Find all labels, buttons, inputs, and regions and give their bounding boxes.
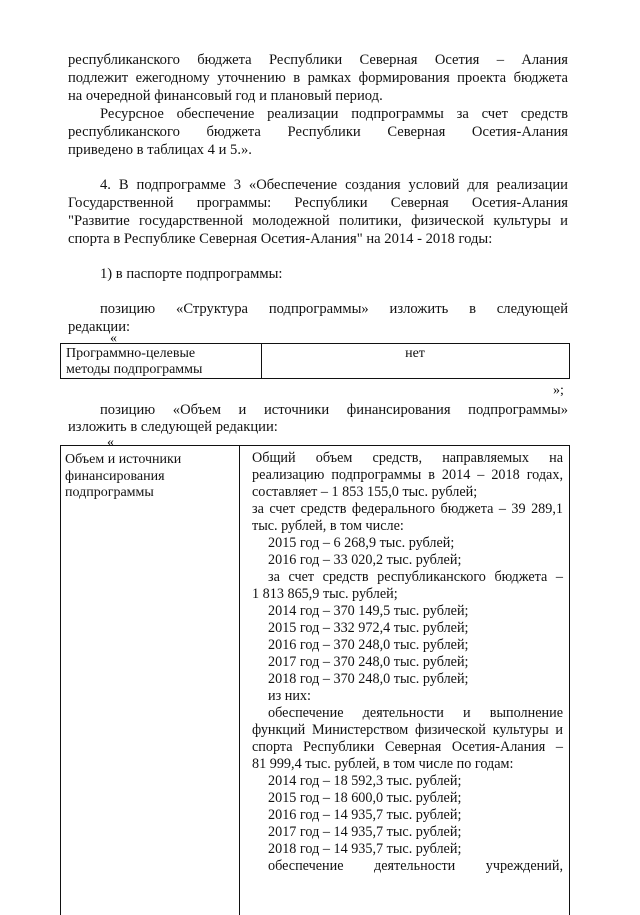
funding-line: 2014 год – 18 592,3 тыс. рублей; bbox=[268, 773, 462, 789]
position1-line: позицию «Структура подпрограммы» изложить в следующей bbox=[100, 301, 568, 317]
funding-line: за счет средств республиканского бюджета – bbox=[268, 569, 563, 585]
funding-line: 1 813 865,9 тыс. рублей; bbox=[252, 586, 398, 602]
point4-line: спорта в Республике Северная Осетия-Алания" на 2014 - 2018 годы: bbox=[68, 231, 493, 247]
point4-line: 4. В подпрограмме 3 «Обеспечение создания условий для реализации bbox=[100, 177, 568, 193]
intro-line: подлежит ежегодному уточнению в рамках формирования проекта бюджета bbox=[68, 70, 568, 86]
funding-line: 2015 год – 332 972,4 тыс. рублей; bbox=[268, 620, 469, 636]
structure-label-line: методы подпрограммы bbox=[66, 362, 203, 377]
funding-label-line: финансирования bbox=[65, 468, 165, 484]
open-quote: « bbox=[107, 435, 114, 450]
funding-line: 2014 год – 370 149,5 тыс. рублей; bbox=[268, 603, 469, 619]
position2-line: позицию «Объем и источники финансирования подпрограммы» bbox=[100, 402, 568, 418]
funding-label-line: Объем и источники bbox=[65, 452, 182, 467]
funding-line: 2016 год – 14 935,7 тыс. рублей; bbox=[268, 807, 462, 823]
funding-line: 2017 год – 14 935,7 тыс. рублей; bbox=[268, 824, 462, 840]
funding-line: составляет – 1 853 155,0 тыс. рублей; bbox=[252, 484, 478, 500]
position2-line: изложить в следующей редакции: bbox=[68, 419, 278, 435]
intro-line: приведено в таблицах 4 и 5.». bbox=[68, 142, 252, 158]
intro-line: Ресурсное обеспечение реализации подпрограммы за счет средств bbox=[100, 106, 568, 122]
open-quote: « bbox=[110, 331, 117, 346]
funding-label bbox=[65, 452, 181, 502]
intro-line: на очередной финансовый год и плановый период. bbox=[68, 88, 383, 104]
funding-label-line: подпрограммы bbox=[65, 485, 154, 500]
funding-line: функций Министерством физической культуры и bbox=[252, 722, 563, 738]
subitem-1: 1) в паспорте подпрограммы: bbox=[100, 266, 283, 282]
structure-table bbox=[60, 343, 570, 379]
point4-line: "Развитие государственной молодежной политики, физической культуры и bbox=[68, 213, 568, 229]
intro-line: республиканского бюджета Республики Северная Осетия-Алания bbox=[68, 124, 568, 140]
point4-line: Государственной программы: Республики Северная Осетия-Алания bbox=[68, 195, 568, 211]
funding-line: обеспечение деятельности учреждений, bbox=[268, 858, 563, 874]
close-quote: »; bbox=[553, 383, 564, 398]
funding-line: 2015 год – 18 600,0 тыс. рублей; bbox=[268, 790, 462, 806]
funding-line: 81 999,4 тыс. рублей, в том числе по годам: bbox=[252, 756, 514, 772]
intro-line: республиканского бюджета Республики Северная Осетия – Алания bbox=[68, 52, 568, 68]
funding-line: за счет средств федерального бюджета – 39 289,1 bbox=[252, 501, 563, 517]
structure-value: нет bbox=[405, 346, 425, 361]
funding-line: 2017 год – 370 248,0 тыс. рублей; bbox=[268, 654, 469, 670]
table-divider bbox=[239, 446, 240, 915]
funding-line: из них: bbox=[268, 688, 311, 704]
funding-line: 2015 год – 6 268,9 тыс. рублей; bbox=[268, 535, 455, 551]
funding-line: спорта Республики Северная Осетия-Алания – bbox=[252, 739, 563, 755]
funding-line: 2016 год – 33 020,2 тыс. рублей; bbox=[268, 552, 462, 568]
structure-label bbox=[66, 346, 202, 378]
funding-line: 2018 год – 14 935,7 тыс. рублей; bbox=[268, 841, 462, 857]
funding-line: обеспечение деятельности и выполнение bbox=[268, 705, 563, 721]
funding-line: 2018 год – 370 248,0 тыс. рублей; bbox=[268, 671, 469, 687]
funding-line: реализацию подпрограммы в 2014 – 2018 годах, bbox=[252, 467, 563, 483]
position1-line: редакции: bbox=[68, 319, 131, 335]
structure-label-line: Программно-целевые bbox=[66, 346, 196, 361]
funding-line: 2016 год – 370 248,0 тыс. рублей; bbox=[268, 637, 469, 653]
funding-line: тыс. рублей, в том числе: bbox=[252, 518, 404, 534]
funding-line: Общий объем средств, направляемых на bbox=[252, 450, 563, 466]
